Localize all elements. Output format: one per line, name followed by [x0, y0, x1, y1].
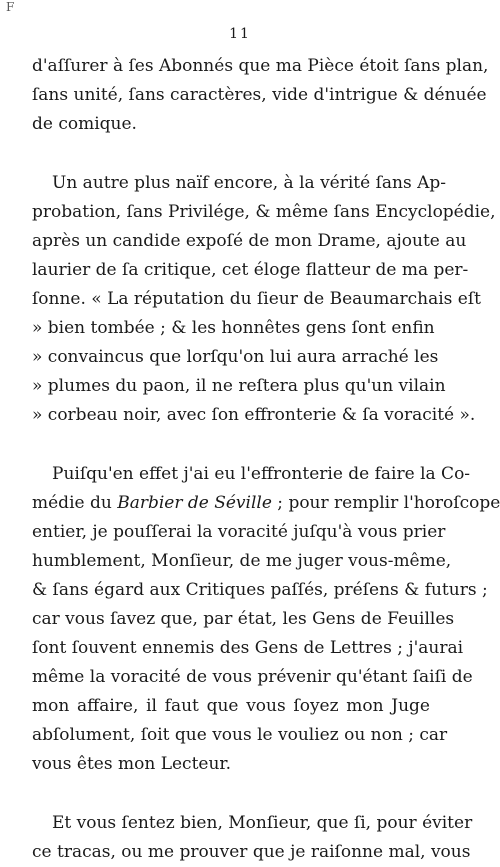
- margin-mark: F: [6, 0, 15, 14]
- text-line: Un autre plus naïf encore, à la vérité ſans Ap-: [52, 173, 447, 193]
- text-line: ſont ſouvent ennemis des Gens de Lettres ; j'aurai: [32, 638, 464, 658]
- page-number: 11: [229, 26, 251, 42]
- text-line: médie du Barbier de Séville ; pour remplir l'horoſcope: [32, 493, 500, 513]
- paragraph-1: [32, 52, 489, 139]
- paragraph-4: [32, 809, 473, 867]
- text-line: » bien tombée ; & les honnêtes gens ſont enfin: [32, 318, 435, 338]
- text-line: » convaincus que lorſqu'on lui aura arraché les: [32, 347, 439, 367]
- text-line: ſonne. « La réputation du ſieur de Beaumarchais eſt: [32, 289, 481, 309]
- body-text: [32, 52, 500, 867]
- text-line: laurier de ſa critique, cet éloge flatteur de ma per-: [32, 260, 469, 280]
- text-line: » corbeau noir, avec ſon effronterie & ſa voracité ».: [32, 405, 476, 425]
- text-line: entier, je pouſſerai la voracité juſqu'à vous prier: [32, 522, 446, 542]
- paragraph-2: [32, 169, 496, 430]
- text-line: abſolument, ſoit que vous le vouliez ou non ; car: [32, 725, 448, 745]
- text-line: humblement, Monſieur, de me juger vous-même,: [32, 551, 452, 571]
- text-line: vous êtes mon Lecteur.: [32, 754, 232, 774]
- text-line: probation, ſans Privilége, & même ſans Encyclopédie,: [32, 202, 496, 222]
- text-line: après un candide expoſé de mon Drame, ajoute au: [32, 231, 467, 251]
- play-title: Barbier de Séville: [117, 493, 272, 513]
- text-line: » plumes du paon, il ne reſtera plus qu'un vilain: [32, 376, 446, 396]
- text-line: d'aſſurer à ſes Abonnés que ma Pièce étoit ſans plan,: [32, 56, 489, 76]
- text-line: Puiſqu'en effet j'ai eu l'effronterie de faire la Co-: [52, 464, 471, 484]
- text-line: même la voracité de vous prévenir qu'étant ſaiſi de: [32, 667, 473, 687]
- text-line: & ſans égard aux Critiques paſſés, préſens & futurs ;: [32, 580, 488, 600]
- text-line: mon affaire, il faut que vous ſoyez mon Juge: [32, 696, 430, 716]
- text-line: Et vous ſentez bien, Monſieur, que ſi, pour éviter: [52, 813, 473, 833]
- text-line: ſans unité, ſans caractères, vide d'intrigue & dénuée: [32, 85, 487, 105]
- text-line: de comique.: [32, 114, 137, 134]
- text-line: ce tracas, ou me prouver que je raiſonne mal, vous: [32, 842, 471, 862]
- paragraph-3: [32, 460, 500, 779]
- text-line: car vous ſavez que, par état, les Gens de Feuilles: [32, 609, 455, 629]
